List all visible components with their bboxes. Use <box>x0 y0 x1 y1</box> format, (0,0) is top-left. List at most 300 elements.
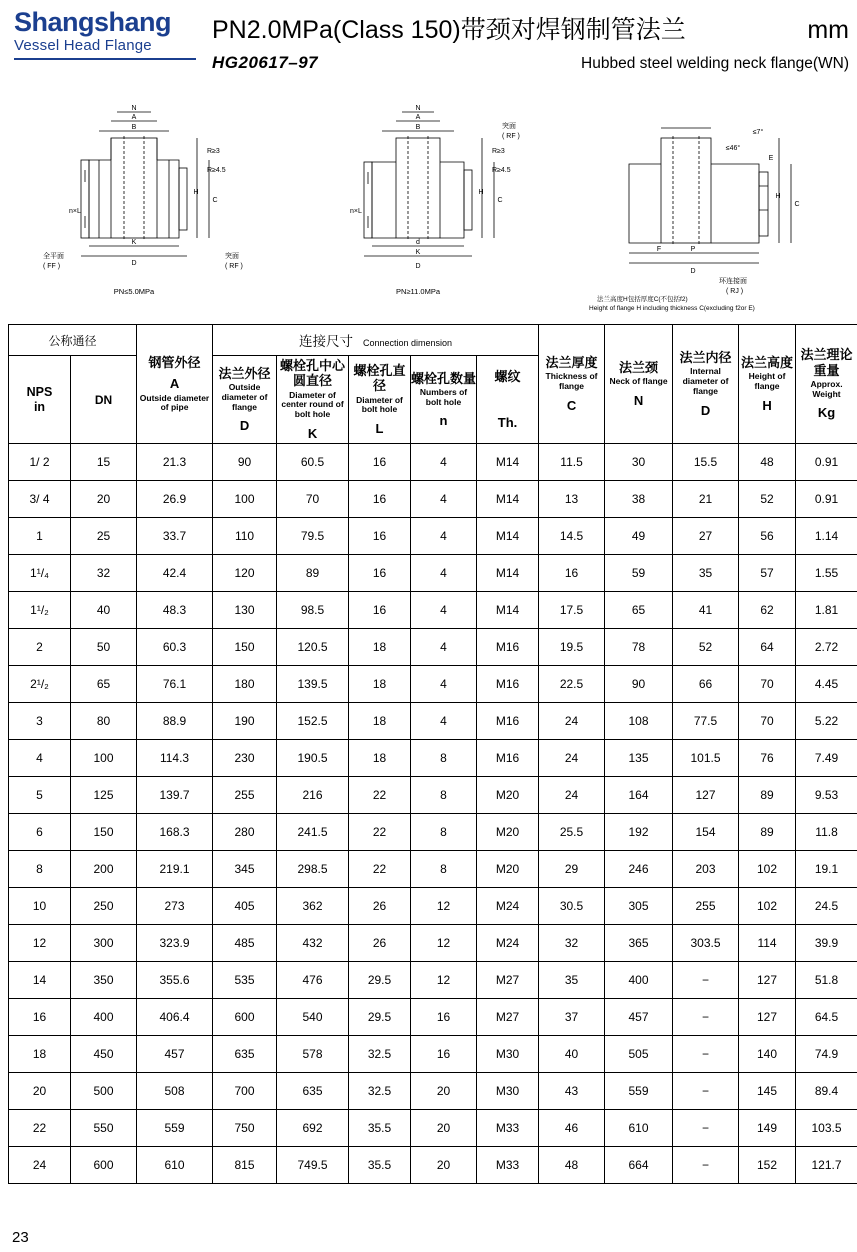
table-cell: 664 <box>605 1147 673 1184</box>
table-cell: 27 <box>673 518 739 555</box>
brand-name-en-text: Vessel Head Flange <box>14 37 152 55</box>
table-cell: 600 <box>71 1147 137 1184</box>
table-cell: 149 <box>739 1110 796 1147</box>
header-thread-cn: 螺纹 <box>494 369 521 385</box>
table-cell: 50 <box>71 629 137 666</box>
table-cell: 110 <box>213 518 277 555</box>
table-cell: 20 <box>411 1073 477 1110</box>
table-cell: 25 <box>71 518 137 555</box>
table-cell: 600 <box>213 999 277 1036</box>
table-cell: 168.3 <box>137 814 213 851</box>
table-cell: 1.14 <box>796 518 857 555</box>
header-flange-height-sym: H <box>762 397 772 413</box>
header-flange-od-cn: 法兰外径 <box>218 365 271 381</box>
title-block <box>196 6 849 73</box>
svg-text:突面: 突面 <box>224 253 239 260</box>
table-cell: 8 <box>411 740 477 777</box>
table-cell: 89.4 <box>796 1073 857 1110</box>
table-cell: 100 <box>213 481 277 518</box>
table-cell: M33 <box>477 1147 539 1184</box>
svg-text:H: H <box>478 189 484 196</box>
table-cell: 20 <box>71 481 137 518</box>
table-cell: 32 <box>71 555 137 592</box>
table-row <box>9 740 857 777</box>
table-cell: 508 <box>137 1073 213 1110</box>
table-cell: 1/ 2 <box>9 444 71 481</box>
table-cell: 150 <box>71 814 137 851</box>
table-row <box>9 592 857 629</box>
table-cell: 700 <box>213 1073 277 1110</box>
table-cell: 250 <box>71 888 137 925</box>
table-cell: 16 <box>349 592 411 629</box>
table-cell: − <box>673 1110 739 1147</box>
table-cell: 16 <box>349 444 411 481</box>
table-cell: 100 <box>71 740 137 777</box>
table-cell: 4 <box>411 518 477 555</box>
header-thickness <box>539 325 605 444</box>
table-cell: M30 <box>477 1036 539 1073</box>
table-cell: 154 <box>673 814 739 851</box>
table-cell: 8 <box>411 777 477 814</box>
table-cell: 18 <box>349 740 411 777</box>
header-flange-od-en: Outside diameter of flange <box>221 381 268 412</box>
table-cell: M16 <box>477 629 539 666</box>
svg-text:B: B <box>415 124 421 131</box>
table-cell: 365 <box>605 925 673 962</box>
table-cell: 114 <box>739 925 796 962</box>
table-cell: 16 <box>349 555 411 592</box>
figure-rj <box>583 98 828 313</box>
table-cell: − <box>673 1073 739 1110</box>
table-cell: 40 <box>71 592 137 629</box>
header-flange-od <box>213 356 277 444</box>
svg-text:突面: 突面 <box>501 123 516 130</box>
table-cell: 139.5 <box>277 666 349 703</box>
header-pipe-od <box>137 325 213 444</box>
table-row <box>9 555 857 592</box>
table-cell: 216 <box>277 777 349 814</box>
table-cell: 20 <box>9 1073 71 1110</box>
header-dn: DN <box>71 356 137 444</box>
table-cell: 4.45 <box>796 666 857 703</box>
svg-text:H: H <box>775 193 781 200</box>
table-cell: M27 <box>477 962 539 999</box>
table-cell: 8 <box>411 814 477 851</box>
table-row <box>9 481 857 518</box>
table-cell: 4 <box>411 555 477 592</box>
table-cell: 15 <box>71 444 137 481</box>
table-cell: 52 <box>739 481 796 518</box>
header-nps: NPS in <box>9 356 71 444</box>
header-bolt-circle-sym: K <box>307 425 318 441</box>
table-cell: 89 <box>739 777 796 814</box>
header-neck-cn: 法兰颈 <box>619 359 659 375</box>
header-group-connection <box>213 325 539 356</box>
table-cell: 48 <box>739 444 796 481</box>
table-cell: 19.5 <box>539 629 605 666</box>
table-cell: M20 <box>477 851 539 888</box>
header-flange-height <box>739 325 796 444</box>
table-cell: 8 <box>9 851 71 888</box>
table-cell: M30 <box>477 1073 539 1110</box>
table-row <box>9 1073 857 1110</box>
table-cell: 65 <box>71 666 137 703</box>
header-pipe-od-sym: A <box>169 376 180 392</box>
table-cell: 65 <box>605 592 673 629</box>
table-cell: 16 <box>349 481 411 518</box>
table-cell: 8 <box>411 851 477 888</box>
table-cell: 18 <box>349 629 411 666</box>
header-neck-en: Neck of flange <box>609 376 668 387</box>
table-cell: 535 <box>213 962 277 999</box>
table-cell: 303.5 <box>673 925 739 962</box>
table-cell: 406.4 <box>137 999 213 1036</box>
table-cell: 7.49 <box>796 740 857 777</box>
table-cell: 400 <box>605 962 673 999</box>
table-cell: 180 <box>213 666 277 703</box>
table-cell: 32.5 <box>349 1036 411 1073</box>
table-cell: − <box>673 999 739 1036</box>
table-row <box>9 999 857 1036</box>
svg-text:≤46°: ≤46° <box>726 145 741 152</box>
table-cell: 152.5 <box>277 703 349 740</box>
header-bolt-hole-count <box>411 356 477 444</box>
table-cell: 190.5 <box>277 740 349 777</box>
header-bolt-hole-dia-en: Diameter of bolt hole <box>356 394 403 415</box>
table-cell: 610 <box>137 1147 213 1184</box>
table-cell: 16 <box>349 518 411 555</box>
table-cell: 24.5 <box>796 888 857 925</box>
table-cell: 41 <box>673 592 739 629</box>
table-cell: 12 <box>411 925 477 962</box>
table-cell: 120.5 <box>277 629 349 666</box>
table-cell: 1¹/₂ <box>9 592 71 629</box>
svg-text:( FF ): ( FF ) <box>42 263 60 270</box>
table-cell: 4 <box>411 703 477 740</box>
table-cell: 550 <box>71 1110 137 1147</box>
svg-text:R≥4.5: R≥4.5 <box>491 167 511 174</box>
svg-text:F: F <box>657 246 662 253</box>
table-cell: 24 <box>539 703 605 740</box>
table-cell: 6 <box>9 814 71 851</box>
header-neck-sym: N <box>633 392 644 408</box>
table-row <box>9 1110 857 1147</box>
table-cell: 127 <box>739 962 796 999</box>
table-cell: 22 <box>349 814 411 851</box>
svg-text:A: A <box>415 114 421 121</box>
table-cell: 57 <box>739 555 796 592</box>
table-cell: 750 <box>213 1110 277 1147</box>
brand-name-en <box>14 38 196 55</box>
figure-ff-rf <box>29 98 279 313</box>
svg-text:B: B <box>131 124 136 131</box>
svg-text:K: K <box>415 249 421 256</box>
table-cell: 78 <box>605 629 673 666</box>
table-cell: 17.5 <box>539 592 605 629</box>
table-cell: 62 <box>739 592 796 629</box>
table-cell: 22.5 <box>539 666 605 703</box>
table-cell: M16 <box>477 703 539 740</box>
table-cell: 323.9 <box>137 925 213 962</box>
table-cell: 11.8 <box>796 814 857 851</box>
table-cell: 114.3 <box>137 740 213 777</box>
header-thread-sym: Th. <box>497 414 518 430</box>
table-cell: 49 <box>605 518 673 555</box>
figure-rf-svg <box>316 98 546 313</box>
table-cell: 42.4 <box>137 555 213 592</box>
table-cell: 635 <box>277 1073 349 1110</box>
table-cell: 11.5 <box>539 444 605 481</box>
figure-rf-note: PN≥11.0MPa <box>395 287 440 296</box>
svg-text:D: D <box>415 263 421 270</box>
table-cell: 77.5 <box>673 703 739 740</box>
page-number: 23 <box>12 1229 29 1246</box>
svg-text:全平面: 全平面 <box>42 253 64 260</box>
svg-text:R≥4.5: R≥4.5 <box>206 167 226 174</box>
table-cell: M24 <box>477 888 539 925</box>
table-cell: M16 <box>477 666 539 703</box>
header-neck <box>605 325 673 444</box>
svg-text:环连接面: 环连接面 <box>719 278 748 285</box>
table-cell: − <box>673 1036 739 1073</box>
header-weight-cn: 法兰理论重量 <box>800 347 853 378</box>
table-cell: 559 <box>137 1110 213 1147</box>
table-cell: 540 <box>277 999 349 1036</box>
table-cell: 362 <box>277 888 349 925</box>
header-group-connection-cn: 连接尺寸 <box>298 334 353 350</box>
table-cell: 60.3 <box>137 629 213 666</box>
table-cell: 29.5 <box>349 999 411 1036</box>
table-cell: M16 <box>477 740 539 777</box>
table-row <box>9 925 857 962</box>
table-cell: 190 <box>213 703 277 740</box>
table-cell: 4 <box>411 481 477 518</box>
table-cell: 255 <box>673 888 739 925</box>
table-cell: 3 <box>9 703 71 740</box>
table-cell: 18 <box>9 1036 71 1073</box>
svg-text:P: P <box>690 246 696 253</box>
svg-text:R≥3: R≥3 <box>491 148 505 155</box>
flange-spec-table <box>8 324 857 1184</box>
table-cell: 102 <box>739 851 796 888</box>
table-cell: 70 <box>739 703 796 740</box>
header-bolt-hole-count-cn: 螺栓孔数量 <box>411 370 477 386</box>
spec-table-body <box>9 444 857 1184</box>
table-cell: 74.9 <box>796 1036 857 1073</box>
table-cell: 139.7 <box>137 777 213 814</box>
table-cell: 22 <box>349 851 411 888</box>
table-cell: 280 <box>213 814 277 851</box>
svg-text:法兰高度H包括厚度C(不包括f2): 法兰高度H包括厚度C(不包括f2) <box>597 296 688 303</box>
table-cell: M14 <box>477 592 539 629</box>
table-cell: 4 <box>411 444 477 481</box>
table-cell: 15.5 <box>673 444 739 481</box>
table-cell: M20 <box>477 777 539 814</box>
header-bolt-hole-count-en: Numbers of bolt hole <box>419 386 468 407</box>
table-cell: 26 <box>349 888 411 925</box>
brand-name-pinyin: Shangshang <box>14 7 172 37</box>
table-cell: 30 <box>605 444 673 481</box>
table-cell: 0.91 <box>796 481 857 518</box>
table-cell: 24 <box>539 777 605 814</box>
table-row <box>9 962 857 999</box>
table-row <box>9 1036 857 1073</box>
table-cell: 19.1 <box>796 851 857 888</box>
table-cell: 35 <box>539 962 605 999</box>
svg-text:N: N <box>415 105 421 112</box>
table-cell: − <box>673 1147 739 1184</box>
header-thread <box>477 356 539 444</box>
table-cell: 150 <box>213 629 277 666</box>
table-cell: 130 <box>213 592 277 629</box>
svg-text:Height of flange H including t: Height of flange H including thickness C(excluding f2or E) <box>589 305 756 312</box>
figure-rj-svg <box>583 98 828 313</box>
table-cell: 21 <box>673 481 739 518</box>
table-cell: 29.5 <box>349 962 411 999</box>
table-cell: 20 <box>411 1147 477 1184</box>
table-cell: 4 <box>411 592 477 629</box>
table-cell: 33.7 <box>137 518 213 555</box>
table-cell: 0.91 <box>796 444 857 481</box>
table-cell: 300 <box>71 925 137 962</box>
table-cell: 16 <box>539 555 605 592</box>
table-cell: 192 <box>605 814 673 851</box>
table-cell: 4 <box>9 740 71 777</box>
page-subtitle-en: Hubbed steel welding neck flange(WN) <box>581 55 849 72</box>
svg-text:( RJ ): ( RJ ) <box>726 288 744 295</box>
table-cell: 246 <box>605 851 673 888</box>
table-cell: 39.9 <box>796 925 857 962</box>
table-cell: 89 <box>739 814 796 851</box>
table-cell: 5 <box>9 777 71 814</box>
table-cell: 76 <box>739 740 796 777</box>
table-cell: 18 <box>349 703 411 740</box>
svg-text:C: C <box>794 201 800 208</box>
table-cell: 14 <box>9 962 71 999</box>
table-cell: 432 <box>277 925 349 962</box>
table-cell: 30.5 <box>539 888 605 925</box>
header-group-connection-en: Connection dimension <box>362 338 453 349</box>
table-cell: 9.53 <box>796 777 857 814</box>
table-cell: M24 <box>477 925 539 962</box>
table-cell: 35.5 <box>349 1110 411 1147</box>
table-cell: 500 <box>71 1073 137 1110</box>
table-cell: M27 <box>477 999 539 1036</box>
table-cell: 400 <box>71 999 137 1036</box>
table-cell: 305 <box>605 888 673 925</box>
header-group-nominal: 公称通径 <box>9 325 137 356</box>
header-pipe-od-cn: 钢管外径 <box>148 354 201 370</box>
table-cell: 16 <box>411 999 477 1036</box>
table-cell: 219.1 <box>137 851 213 888</box>
table-cell: 56 <box>739 518 796 555</box>
svg-text:N: N <box>131 105 137 112</box>
svg-text:C: C <box>497 197 503 204</box>
table-cell: 89 <box>277 555 349 592</box>
table-cell: 121.7 <box>796 1147 857 1184</box>
header-flange-od-sym: D <box>239 418 250 434</box>
table-cell: 815 <box>213 1147 277 1184</box>
table-cell: 24 <box>539 740 605 777</box>
header-flange-height-cn: 法兰高度 <box>741 354 794 370</box>
svg-text:n×L: n×L <box>68 208 81 215</box>
table-cell: 10 <box>9 888 71 925</box>
table-cell: 164 <box>605 777 673 814</box>
header-bolt-hole-count-sym: n <box>439 413 448 429</box>
table-cell: 350 <box>71 962 137 999</box>
table-cell: 203 <box>673 851 739 888</box>
table-cell: 4 <box>411 666 477 703</box>
table-cell: 12 <box>411 962 477 999</box>
header-thickness-en: Thickness of flange <box>545 371 598 391</box>
table-cell: 22 <box>349 777 411 814</box>
header-bolt-circle-en: Diameter of center round of bolt hole <box>281 389 344 420</box>
svg-text:R≥3: R≥3 <box>206 148 220 155</box>
table-cell: 90 <box>213 444 277 481</box>
table-cell: 505 <box>605 1036 673 1073</box>
figure-ff-rf-svg <box>29 98 279 313</box>
table-row <box>9 1147 857 1184</box>
brand-logo <box>14 6 196 60</box>
table-cell: 145 <box>739 1073 796 1110</box>
standard-code: HG20617–97 <box>212 53 319 72</box>
table-cell: 52 <box>673 629 739 666</box>
table-cell: 88.9 <box>137 703 213 740</box>
table-cell: 255 <box>213 777 277 814</box>
table-cell: 16 <box>9 999 71 1036</box>
svg-text:K: K <box>131 239 136 246</box>
header-internal-dia <box>673 325 739 444</box>
table-cell: 26 <box>349 925 411 962</box>
header-internal-dia-en: Internal diameter of flange <box>682 366 729 396</box>
table-row <box>9 444 857 481</box>
table-cell: 273 <box>137 888 213 925</box>
table-cell: 345 <box>213 851 277 888</box>
table-cell: M14 <box>477 555 539 592</box>
table-cell: 32.5 <box>349 1073 411 1110</box>
unit-label: mm <box>807 16 849 44</box>
table-cell: 355.6 <box>137 962 213 999</box>
svg-text:D: D <box>690 268 696 275</box>
table-cell: 35 <box>673 555 739 592</box>
table-cell: 48 <box>539 1147 605 1184</box>
table-cell: 12 <box>411 888 477 925</box>
table-cell: 29 <box>539 851 605 888</box>
table-cell: M14 <box>477 481 539 518</box>
table-cell: 66 <box>673 666 739 703</box>
table-cell: 476 <box>277 962 349 999</box>
table-cell: 40 <box>539 1036 605 1073</box>
table-cell: 48.3 <box>137 592 213 629</box>
table-cell: 25.5 <box>539 814 605 851</box>
table-cell: 60.5 <box>277 444 349 481</box>
table-cell: 230 <box>213 740 277 777</box>
table-cell: 70 <box>277 481 349 518</box>
table-cell: 16 <box>411 1036 477 1073</box>
table-cell: 692 <box>277 1110 349 1147</box>
svg-text:d: d <box>416 239 420 246</box>
table-cell: 98.5 <box>277 592 349 629</box>
svg-text:( RF ): ( RF ) <box>501 133 520 140</box>
header-thickness-sym: C <box>566 397 577 413</box>
table-cell: 4 <box>411 629 477 666</box>
table-cell: 46 <box>539 1110 605 1147</box>
table-cell: 76.1 <box>137 666 213 703</box>
table-cell: 90 <box>605 666 673 703</box>
table-cell: 241.5 <box>277 814 349 851</box>
table-cell: 20 <box>411 1110 477 1147</box>
table-cell: 21.3 <box>137 444 213 481</box>
